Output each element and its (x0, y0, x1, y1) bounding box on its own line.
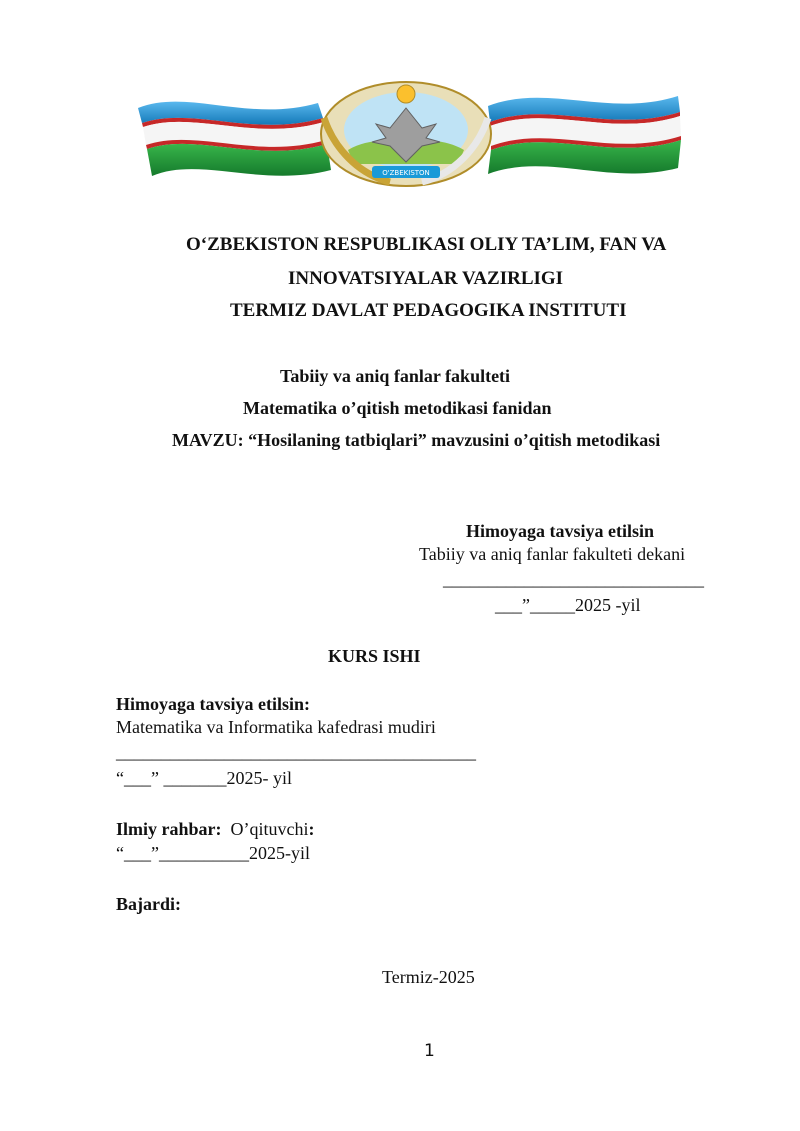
city-year: Termiz-2025 (382, 967, 475, 987)
supervisor-colon: : (308, 819, 315, 839)
supervisor-label: Ilmiy rahbar: (116, 819, 222, 839)
head-role: Matematika va Informatika kafedrasi mudiri (116, 717, 436, 737)
state-emblem-flag-image (128, 78, 688, 188)
supervisor-date: “___”__________2025-yil (116, 843, 310, 863)
faculty-name: Tabiiy va aniq fanlar fakulteti (280, 366, 511, 386)
supervisor-title: O’qituvchi (230, 819, 309, 839)
flag-right (488, 96, 681, 174)
supervisor-line (116, 819, 315, 840)
dean-signature-line: _____________________________ (443, 569, 704, 589)
discipline-name: Matematika o’qitish metodikasi fanidan (243, 398, 552, 418)
dean-role: Tabiiy va aniq fanlar fakulteti dekani (419, 544, 686, 564)
topic-title: MAVZU: “Hosilaning tatbiqlari” mavzusini o’qitish metodikasi (172, 430, 661, 450)
page-number: 1 (424, 1041, 435, 1061)
document-type: KURS ISHI (328, 646, 421, 666)
institute-name: TERMIZ DAVLAT PEDAGOGIKA INSTITUTI (230, 300, 627, 321)
ministry-line-1: O‘ZBEKISTON RESPUBLIKASI OLIY TA’LIM, FAN VA (186, 234, 667, 255)
flag-left (138, 102, 331, 176)
emblem-banner-text: O'ZBEKISTON (382, 169, 430, 177)
ministry-line-2: INNOVATSIYALAR VAZIRLIGI (288, 268, 564, 289)
coat-of-arms (321, 82, 491, 186)
head-signature-line: ________________________________________ (116, 742, 476, 762)
dean-approval-date: ___”_____2025 -yil (495, 595, 641, 615)
performer-label: Bajardi: (116, 894, 181, 914)
dean-approval-heading: Himoyaga tavsiya etilsin (466, 521, 654, 541)
head-approval-heading: Himoyaga tavsiya etilsin: (116, 694, 310, 714)
head-approval-date: “___” _______2025- yil (116, 768, 292, 788)
